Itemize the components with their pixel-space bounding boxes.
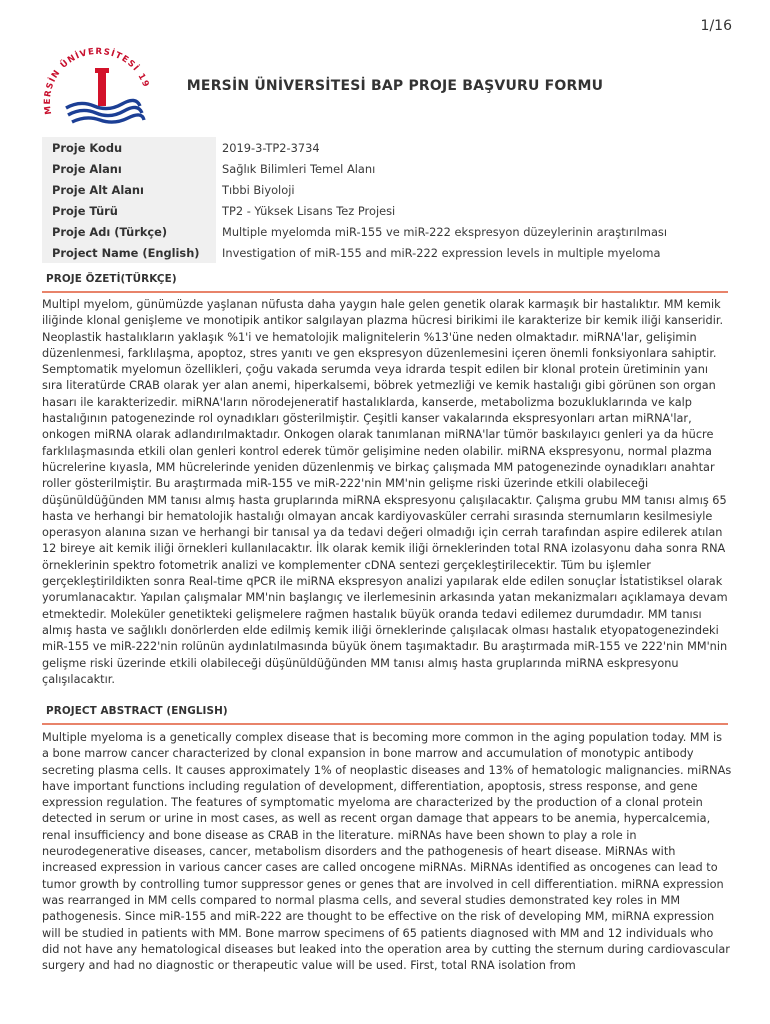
table-row	[42, 200, 728, 221]
project-name-en-value: Investigation of miR-155 and miR-222 expression levels in multiple myeloma	[222, 245, 661, 260]
table-row	[42, 179, 728, 200]
project-name-en-label: Project Name (English)	[42, 242, 216, 263]
table-row	[42, 137, 728, 158]
project-field-label: Proje Alanı	[42, 158, 216, 179]
project-code-value: 2019-3-TP2-3734	[222, 140, 320, 155]
table-row	[42, 158, 728, 179]
project-type-label: Proje Türü	[42, 200, 216, 221]
summary-tr-text: Multipl myelom, günümüzde yaşlanan nüfusta daha yaygın hale gelen genetik olarak karmaşık bir hastalıktır. MM kemik iliğinde klonal genişleme ve monotipik antikor salgılayan plazma hücresi birikimi ile karakterize bir kemik iliği kanseridir. Neoplastik hastalıkların yaklaşık %1'i ve hematolojik malignitelerin %13'üne neden olmaktadır. miRNA'lar, gelişimin düzenlenmesi, farklılaşma, apoptoz, stres yanıtı ve gen ekspresyon düzenlemesini içeren önemli fonksiyonlara sahiptir. Semptomatik myelomun özellikleri, çoğu vakada serumda veya idrarda tespit edilen bir klonal protein üretiminin yanı sıra literatürde CRAB olarak yer alan anemi, hiperkalsemi, böbrek yetmezliği ve kemik hastalığı gibi görünen son organ hasarı ile karakterizedir. miRNA'ların nörodejeneratif hastalıklarda, kanserde, metabolizma bozukluklarında ve kalp hastalığının patogenezinde rol oynadıkları gösterilmiştir. Çeşitli kanser vakalarında ekspresyonları artan miRNA'lar, onkogen miRNA olarak adlandırılmaktadır. Onkogen olarak tanımlanan miRNA'lar tümör baskılayıcı genleri ya da hücre farklılaşmasında etkili olan genleri kontrol ederek tümör gelişimine neden olabilir. miRNA ekspresyonu, normal plazma hücrelerine kıyasla, MM hücrelerinde yeniden düzenlenmiş ve birkaç çalışmada MM patogenezinde oynadıkları anahtar roller gösterilmiştir. Bu araştırmada miR-155 ve miR-222'nin MM'nin gelişme riski üzerinde etkili olabileceği düşünüldüğünden MM tanısı almış hasta gruplarında miRNA ekspresyonu çalışılacaktır. Çalışma grubu MM tanısı almış 65 hasta ve herhangi bir hematolojik hastalığı olmayan ancak kardiyovasküler cerrahi sırasında sternumların kesilmesiyle operasyon alanına sızan ve herhangi bir tanısal ya da tedavi değeri olmadığı için cerrah tarafından aspire edilerek atılan 12 bireye ait kemik iliği örnekleri kullanılacaktır. İlk olarak kemik iliği örneklerinden total RNA izolasyonu daha sonra RNA örneklerinin spektro fotometrik analizi ve komplementer cDNA sentezi gerçekleştirilecektir. Tüm bu işlemler gerçekleştirildikten sonra Real-time qPCR ile miRNA ekspresyon analizi yapılarak elde edilen sonuçlar İstatistiksel olarak yorumlanacaktır. Yapılan çalışmalar MM'nin başlangıç ve ilerlemesinin arkasında yatan mekanizmaları açıklamaya devam etmektedir. Moleküler genetikteki gelişmelere rağmen hastalık büyük oranda tedavi edilemez durumdadır. MM tanısı almış hasta ve sağlıklı donörlerden elde edilmiş kemik iliği örneklerinde çalışılacak olması hastalık etyopatogenezindeki miR-155 ve miR-222'nin rolünün aydınlatılmasında büyük önem taşımaktadır. Bu araştırmada miR-155 ve 222'nin MM'nin gelişme riski üzerinde etkili olabileceği düşünüldüğünden MM tanısı almış hasta gruplarında miRNA eskpresyonu çalışılacaktır.	[42, 298, 728, 686]
project-code-label: Proje Kodu	[42, 137, 216, 158]
abstract-en-text: Multiple myeloma is a genetically complex disease that is becoming more common in the aging population today. MM is a bone marrow cancer characterized by clonal expansion in bone marrow and accumulation of monotypic antibody secreting plasma cells. It causes approximately 1% of neoplastic diseases and 13% of hematologic malignancies. miRNAs have important functions including regulation of development, differentiation, apoptosis, stress response, and gene expression regulation. The features of symptomatic myeloma are characterized by the production of a clonal protein detected in serum or urine in most cases, as well as recent organ damage that appears to be anemia, hypercalcemia, renal insufficiency and bone disease as CRAB in the literature. miRNAs have been shown to play a role in neurodegenerative diseases, cancer, metabolism disorders and the pathogenesis of heart disease. MiRNAs with increased expression in various cancer cases are called oncogene miRNAs. MiRNAs identified as oncogenes can lead to tumor growth by controlling tumor suppressor genes or genes that are involved in cell differentiation. miRNA expression was rearranged in MM cells compared to normal plasma cells, and several studies demonstrated key roles in MM pathogenesis. Since miR-155 and miR-222 are thought to be effective on the risk of developing MM, miRNA expression will be studied in patients with MM. Bone marrow specimens of 65 patients diagnosed with MM and 12 individuals who did not have any hematological diseases but leaked into the operation area by cutting the sternum during cardiovascular surgery and had no diagnostic or therapeutic value will be used. First, total RNA isolation from	[42, 731, 732, 973]
abstract-en-title: PROJECT ABSTRACT (ENGLISH)	[46, 705, 228, 717]
section-divider	[42, 291, 728, 293]
project-subfield-label: Proje Alt Alanı	[42, 179, 216, 200]
table-row	[42, 221, 728, 242]
project-info-table	[42, 137, 728, 263]
svg-text:MERSİN ÜNİVERSİTESİ 1992: MERSİN ÜNİVERSİTESİ 19	[42, 46, 151, 116]
summary-tr-title: PROJE ÖZETİ(TÜRKÇE)	[46, 273, 177, 285]
project-subfield-value: Tıbbi Biyoloji	[222, 182, 295, 197]
project-name-tr-label: Proje Adı (Türkçe)	[42, 221, 216, 242]
section-divider	[42, 723, 728, 725]
project-name-tr-value: Multiple myelomda miR-155 ve miR-222 ekspresyon düzeylerinin araştırılması	[222, 224, 668, 239]
project-field-value: Sağlık Bilimleri Temel Alanı	[222, 161, 376, 176]
project-type-value: TP2 - Yüksek Lisans Tez Projesi	[222, 203, 396, 218]
page-number: 1/16	[700, 18, 732, 34]
table-row	[42, 242, 728, 263]
form-title: MERSİN ÜNİVERSİTESİ BAP PROJE BAŞVURU FORMU	[186, 78, 604, 94]
